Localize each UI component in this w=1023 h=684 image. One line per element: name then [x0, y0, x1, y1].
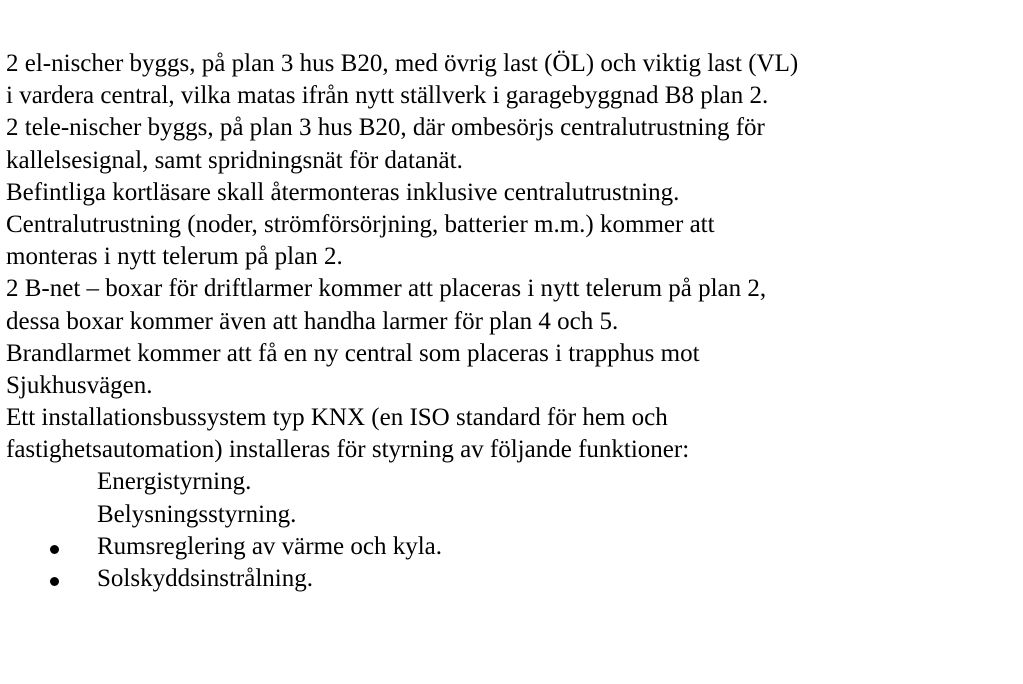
- list-item: [6, 466, 1023, 498]
- text-line: Centralutrustning (noder, strömförsörjning, batterier m.m.) kommer att: [6, 210, 715, 238]
- list-item-text: Solskyddsinstrålning.: [97, 565, 313, 592]
- list-item: [6, 563, 1023, 595]
- text-line: 2 B-net – boxar för driftlarmer kommer att placeras i nytt telerum på plan 2,: [6, 275, 767, 303]
- text-line: monteras i nytt telerum på plan 2.: [6, 243, 343, 271]
- text-line: 2 el-nischer byggs, på plan 3 hus B20, med övrig last (ÖL) och viktig last (VL): [6, 50, 799, 77]
- list-item: [6, 499, 1023, 531]
- bullet-icon: [50, 577, 59, 586]
- bullet-icon: [50, 545, 59, 554]
- text-line: fastighetsautomation) installeras för styrning av följande funktioner:: [6, 436, 690, 464]
- list-item: [6, 531, 1023, 563]
- document-body: [6, 48, 1023, 595]
- list-item-text: Rumsreglering av värme och kyla.: [97, 532, 443, 560]
- list-item-text: Energistyrning.: [97, 468, 252, 496]
- text-line: 2 tele-nischer byggs, på plan 3 hus B20, där ombesörjs centralutrustning för: [6, 114, 765, 142]
- text-line: Brandlarmet kommer att få en ny central som placeras i trapphus mot: [6, 339, 700, 367]
- text-line: dessa boxar kommer även att handha larmer för plan 4 och 5.: [6, 307, 619, 335]
- text-line: Sjukhusvägen.: [6, 371, 153, 399]
- text-line: Befintliga kortläsare skall återmonteras inklusive centralutrustning.: [6, 178, 680, 206]
- text-line: kallelsesignal, samt spridningsnät för datanät.: [6, 146, 463, 174]
- text-line: Ett installationsbussystem typ KNX (en ISO standard för hem och: [6, 404, 668, 432]
- list-item-text: Belysningsstyrning.: [97, 500, 297, 528]
- text-line: i vardera central, vilka matas ifrån nytt ställverk i garagebyggnad B8 plan 2.: [6, 82, 769, 110]
